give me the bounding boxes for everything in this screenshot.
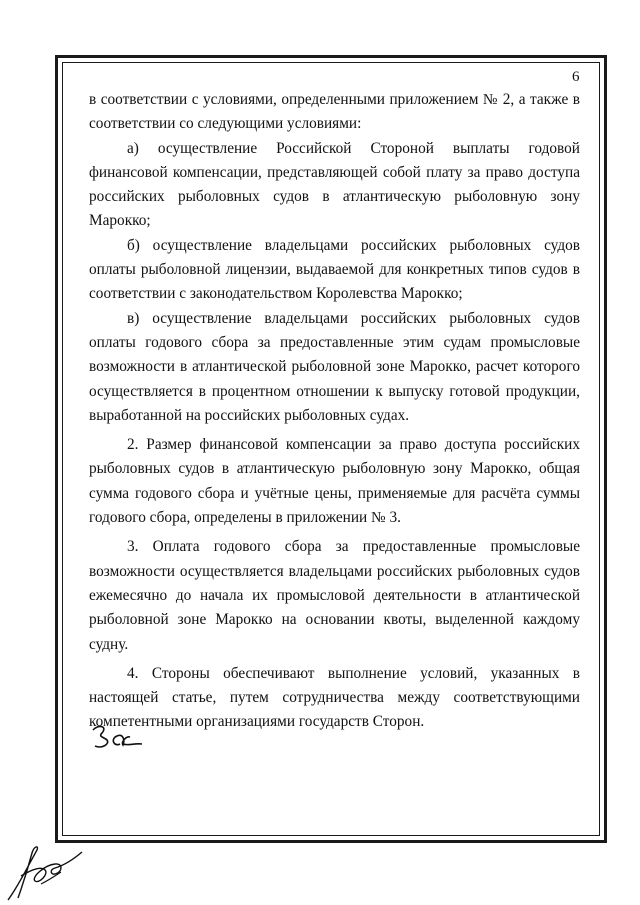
document-body [89,88,580,735]
handwritten-signature [5,840,85,902]
paragraph-item-b: б) осуществление владельцами российских рыболовных судов оплаты рыболовной лицензии, выдаваемой для конкретных типов судов в соответствии с законодательством Королевства Марокко; [89,236,580,303]
paragraph-3: 3. Оплата годового сбора за предоставленные промысловые возможности осуществляется владельцами российских рыболовных судов ежемесячно до начала их промысловой деятельности в атлантической рыболовной зоне Марокко на основании квоты, выделенной каждому судну. [89,538,580,653]
paragraph-4: 4. Стороны обеспечивают выполнение условий, указанных в настоящей статье, путем сотрудничества между соответствующими компетентными организациями государств Сторон. [89,664,580,731]
paragraph-intro: в соответствии с условиями, определенными приложением № 2, а также в соответствии со следующими условиями: [89,91,580,133]
handwritten-initials [90,722,148,750]
paragraph-item-v: в) осуществление владельцами российских рыболовных судов оплаты годового сбора за предоставленные этим судам промысловые возможности в атлантической рыболовной зоне Марокко, расчет которого осуществляется в процентном отношении к выпуску готовой продукции, выработанной на российских рыболовных судах. [89,309,580,424]
paragraph-2: 2. Размер финансовой компенсации за право доступа российских рыболовных судов в атлантическую рыболовную зону Марокко, общая сумма годового сбора и учётные цены, применяемые для расчёта суммы годового сбора, определены в приложении № 3. [89,436,580,527]
page-number: 6 [572,69,580,85]
paragraph-item-a: а) осуществление Российской Стороной выплаты годовой финансовой компенсации, представляющей собой плату за право доступа российских рыболовных судов в атлантическую рыболовную зону Марокко; [89,139,580,230]
